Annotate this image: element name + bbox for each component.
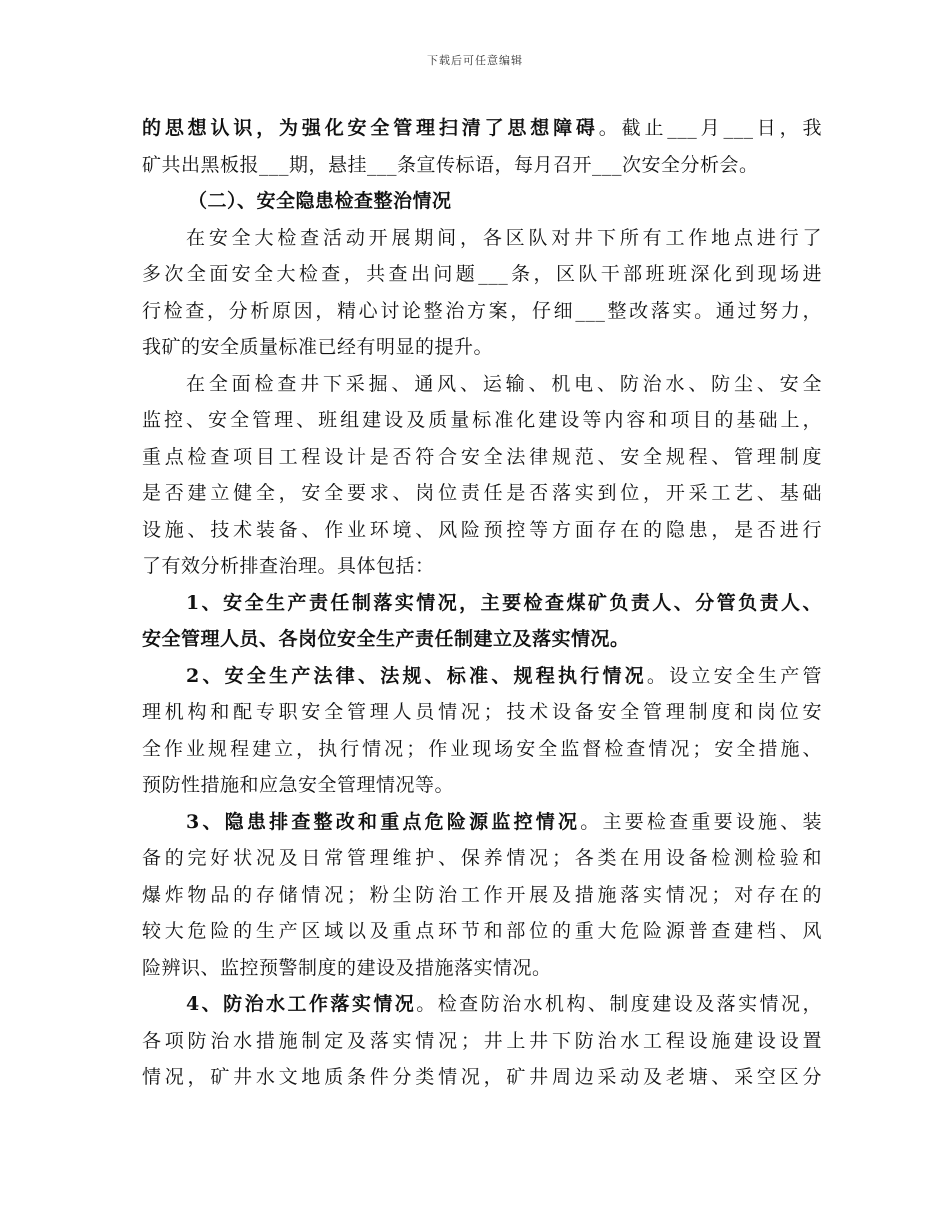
text-line xyxy=(142,147,822,184)
body-text: 预防性措施和应急安全管理情况等。 xyxy=(142,774,455,796)
text-line xyxy=(142,512,822,549)
bold-text: 2、安全生产法律、法规、标准、规程执行情况 xyxy=(186,664,647,687)
text-line xyxy=(142,439,822,476)
page-header: 下载后可任意编辑 xyxy=(427,54,523,67)
body-text: 多次全面安全大检查，共查出问题___条，区队干部班班深化到现场进 xyxy=(142,263,822,285)
text-line xyxy=(142,256,822,293)
text-line xyxy=(142,877,822,914)
bold-text: 1、安全生产责任制落实情况，主要检查煤矿负责人、分管负责人、 xyxy=(186,591,822,614)
text-line xyxy=(142,366,822,403)
body-text: 。主要检查重要设施、装 xyxy=(580,810,822,833)
text-line xyxy=(142,913,822,950)
text-line xyxy=(142,986,822,1023)
body-text: 。设立安全生产管 xyxy=(646,664,822,687)
text-line xyxy=(142,329,822,366)
body-text: 矿共出黑板报___期，悬挂___条宣传标语，每月召开___次安全分析会。 xyxy=(142,153,759,176)
bold-text: 安全管理人员、各岗位安全生产责任制建立及落实情况。 xyxy=(142,628,630,650)
body-text: 各项防治水措施制定及落实情况；井上井下防治水工程设施建设设置 xyxy=(142,1029,822,1052)
text-line xyxy=(142,585,822,622)
text-line xyxy=(142,621,822,658)
body-text: 爆炸物品的存储情况；粉尘防治工作开展及措施落实情况；对存在的 xyxy=(142,883,822,906)
text-line xyxy=(142,293,822,330)
bold-text: 3、隐患排查整改和重点危险源监控情况 xyxy=(186,810,581,833)
body-text: 。检查防治水机构、制度建设及落实情况， xyxy=(416,993,822,1015)
body-text: 较大危险的生产区域以及重点环节和部位的重大危险源普查建档、风 xyxy=(142,920,822,942)
text-line xyxy=(142,402,822,439)
body-text: 行检查，分析原因，精心讨论整治方案，仔细___整改落实。通过努力， xyxy=(142,299,822,322)
body-text: 是否建立健全，安全要求、岗位责任是否落实到位，开采工艺、基础 xyxy=(142,482,822,504)
body-text: 了有效分析排查治理。具体包括： xyxy=(142,555,435,577)
body-text: 全作业规程建立，执行情况；作业现场安全监督检查情况；安全措施、 xyxy=(142,737,822,760)
bold-text: 4、防治水工作落实情况 xyxy=(186,993,417,1015)
text-line xyxy=(142,220,822,257)
text-line xyxy=(142,767,822,804)
text-line xyxy=(142,658,822,695)
body-text: 在安全大检查活动开展期间，各区队对井下所有工作地点进行了 xyxy=(186,226,822,249)
body-text: 设施、技术装备、作业环境、风险预控等方面存在的隐患，是否进行 xyxy=(142,518,822,541)
text-line xyxy=(142,548,822,585)
text-line xyxy=(142,110,822,147)
bold-text: 的思想认识，为强化安全管理扫清了思想障碍 xyxy=(142,117,599,139)
body-text: 我矿的安全质量标准已经有明显的提升。 xyxy=(142,336,494,358)
body-text: 情况，矿井水文地质条件分类情况，矿井周边采动及老塘、采空区分 xyxy=(142,1066,822,1088)
text-line xyxy=(142,1023,822,1060)
text-line xyxy=(142,840,822,877)
body-text: 在全面检查井下采掘、通风、运输、机电、防治水、防尘、安全 xyxy=(186,372,822,395)
document-body xyxy=(142,110,822,1096)
body-text: 险辨识、监控预警制度的建设及措施落实情况。 xyxy=(142,956,552,979)
body-text: 理机构和配专职安全管理人员情况；技术设备安全管理制度和岗位安 xyxy=(142,701,822,723)
text-line xyxy=(142,694,822,731)
text-line xyxy=(142,950,822,987)
text-line xyxy=(142,1059,822,1096)
bold-text: （二）、安全隐患检查整治情况 xyxy=(188,190,452,212)
body-text: 重点检查项目工程设计是否符合安全法律规范、安全规程、管理制度 xyxy=(142,445,822,468)
text-line xyxy=(142,804,822,841)
body-text: 备的完好状况及日常管理维护、保养情况；各类在用设备检测检验和 xyxy=(142,847,822,869)
body-text: 监控、安全管理、班组建设及质量标准化建设等内容和项目的基础上， xyxy=(142,409,822,431)
text-line xyxy=(142,731,822,768)
text-line xyxy=(142,475,822,512)
text-line xyxy=(142,183,822,220)
body-text: 。截止___月___日，我 xyxy=(598,117,822,139)
